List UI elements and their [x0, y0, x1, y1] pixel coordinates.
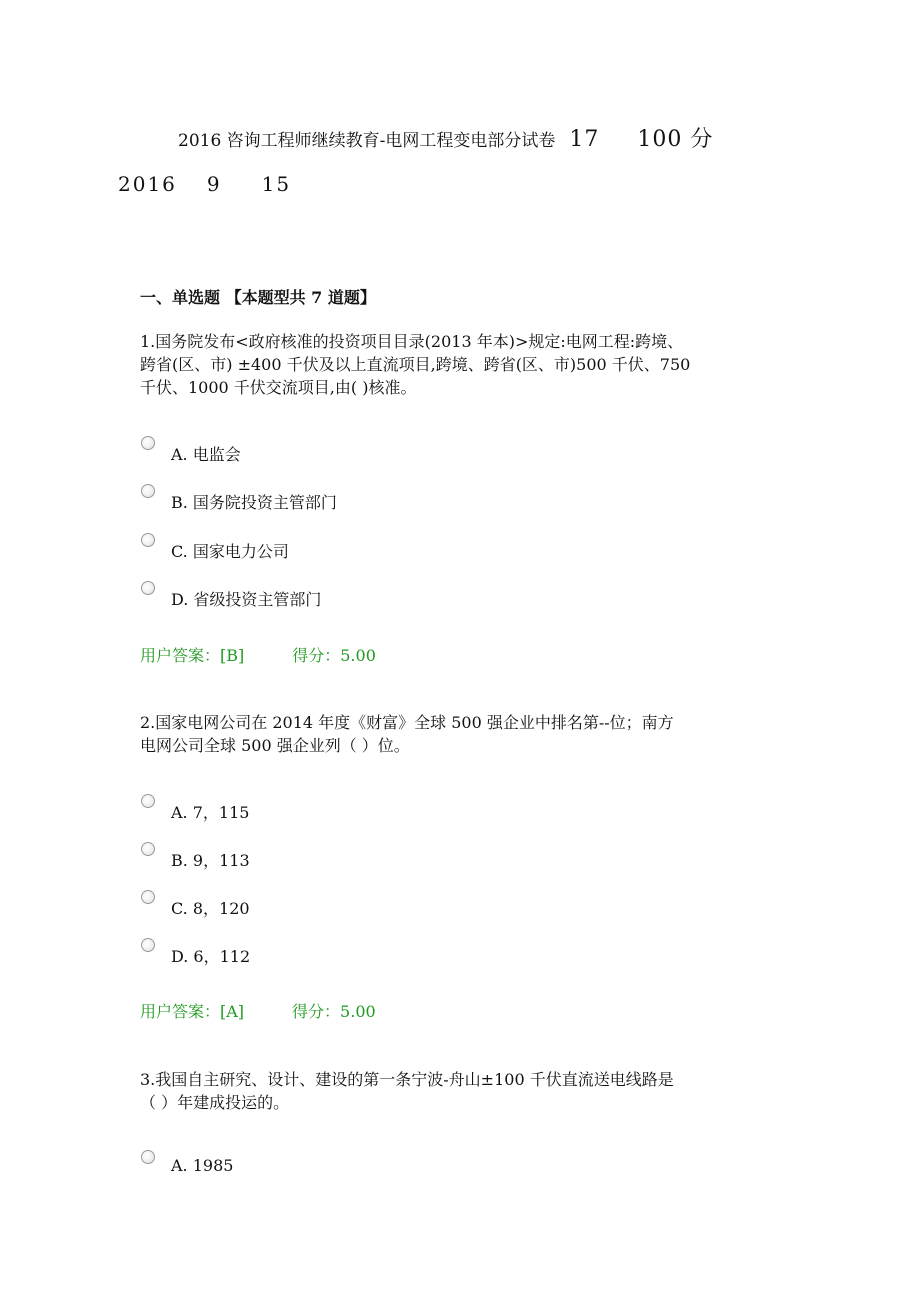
radio-icon[interactable] [141, 890, 155, 904]
question-2-option-d[interactable] [141, 944, 250, 966]
question-3-option-a[interactable] [141, 1156, 233, 1178]
option-label: A. 电监会 [171, 445, 241, 464]
option-label: B. 国务院投资主管部门 [171, 493, 337, 512]
option-label: C. 8，120 [171, 899, 250, 918]
option-label: D. 省级投资主管部门 [171, 590, 322, 609]
option-label: D. 6，112 [171, 947, 251, 966]
question-2-option-c[interactable] [141, 896, 250, 918]
date-month: 9 [206, 172, 222, 196]
question-2-line-2: 电网公司全球 500 强企业列（ ）位。 [140, 736, 410, 755]
score: 得分：5.00 [292, 646, 376, 665]
date-year: 2016 [118, 172, 177, 196]
section-heading: 一、单选题 【本题型共 7 道题】 [140, 288, 376, 307]
radio-icon[interactable] [141, 842, 155, 856]
question-1-option-c[interactable] [141, 539, 289, 561]
question-1-result [140, 643, 376, 666]
option-label: B. 9，113 [171, 851, 250, 870]
score: 得分：5.00 [292, 1002, 376, 1021]
radio-icon[interactable] [141, 1150, 155, 1164]
question-1-line-1: 1.国务院发布<政府核准的投资项目目录(2013 年本)>规定:电网工程:跨境、 [140, 332, 684, 351]
question-3-line-1: 3.我国自主研究、设计、建设的第一条宁波-舟山±100 千伏直流送电线路是 [140, 1070, 674, 1089]
question-1-option-b[interactable] [141, 490, 337, 512]
radio-icon[interactable] [141, 484, 155, 498]
question-1-line-3: 千伏、1000 千伏交流项目,由( )核准。 [140, 378, 417, 397]
date-day: 15 [261, 172, 292, 196]
radio-icon[interactable] [141, 938, 155, 952]
user-answer: 用户答案：[A] [140, 1002, 245, 1021]
radio-icon[interactable] [141, 436, 155, 450]
question-2-text [140, 711, 752, 757]
question-1-option-d[interactable] [141, 587, 321, 609]
exam-title [178, 122, 713, 153]
user-answer: 用户答案：[B] [140, 646, 245, 665]
question-1-option-a[interactable] [141, 442, 241, 464]
radio-icon[interactable] [141, 794, 155, 808]
exam-title-text: 2016 咨询工程师继续教育-电网工程变电部分试卷 [178, 131, 556, 151]
question-3-text [140, 1068, 752, 1114]
option-label: A. 7，115 [171, 803, 250, 822]
question-2-option-a[interactable] [141, 800, 249, 822]
exam-total: 100 分 [637, 127, 714, 152]
question-2-option-b[interactable] [141, 848, 250, 870]
option-label: C. 国家电力公司 [171, 542, 289, 561]
question-2-result [140, 999, 376, 1022]
exam-score: 17 [569, 127, 600, 152]
exam-date [118, 172, 291, 196]
question-1-line-2: 跨省(区、市) ±400 千伏及以上直流项目,跨境、跨省(区、市)500 千伏、750 [140, 355, 691, 374]
question-3-line-2: （ ）年建成投运的。 [140, 1093, 290, 1112]
option-label: A. 1985 [171, 1156, 234, 1175]
question-2-line-1: 2.国家电网公司在 2014 年度《财富》全球 500 强企业中排名第--位；南方 [140, 713, 674, 732]
radio-icon[interactable] [141, 581, 155, 595]
question-1-text [140, 330, 752, 399]
radio-icon[interactable] [141, 533, 155, 547]
